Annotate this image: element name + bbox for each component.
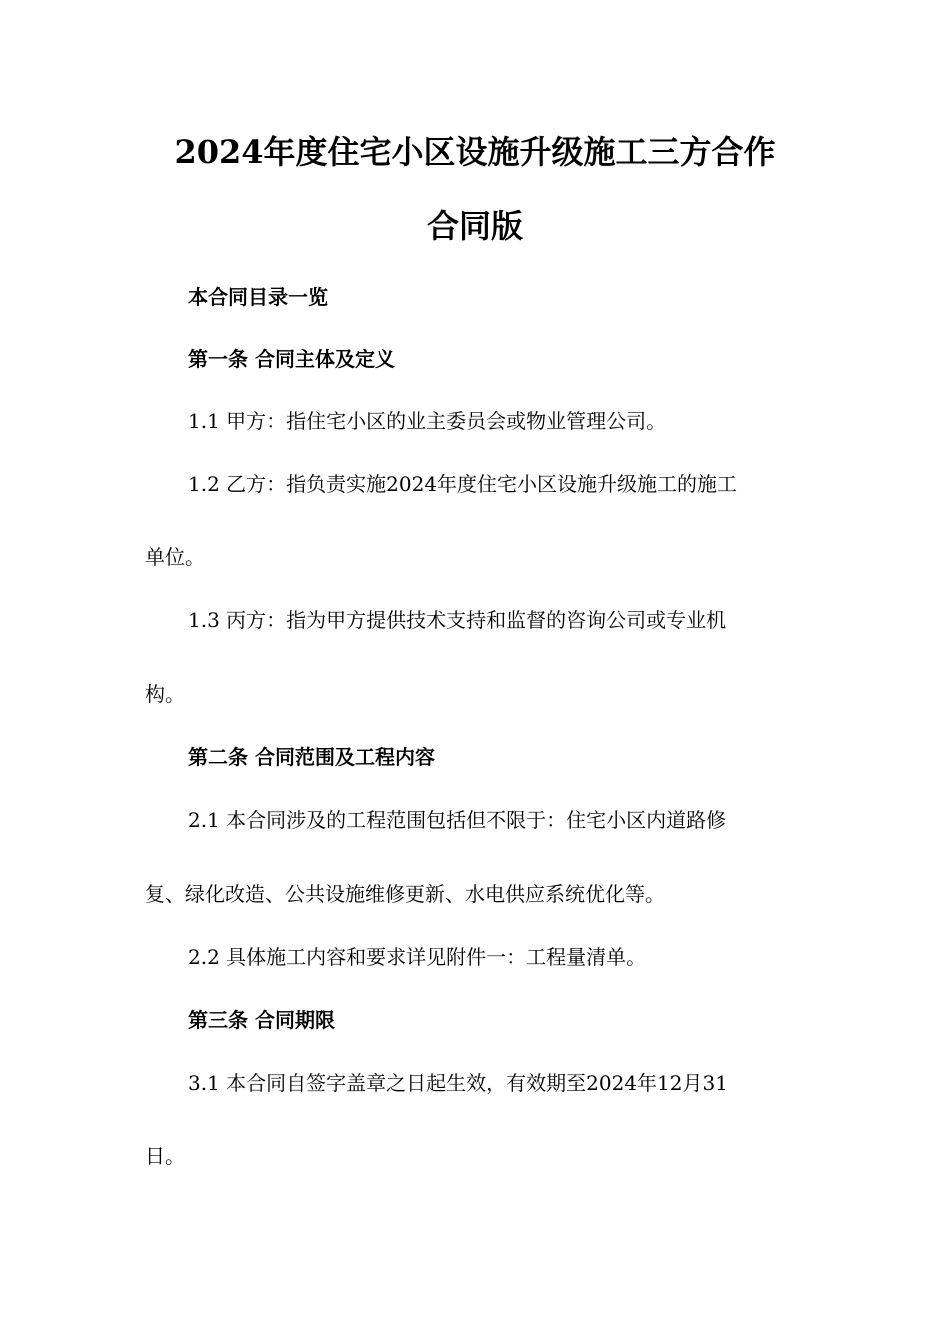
clause-1-3-continuation: 构。 xyxy=(145,682,185,706)
section-heading: 第三条 合同期限 xyxy=(188,1008,335,1032)
clause-1-1: 1.1 甲方：指住宅小区的业主委员会或物业管理公司。 xyxy=(188,409,667,433)
clause-2-2: 2.2 具体施工内容和要求详见附件一：工程量清单。 xyxy=(188,945,647,969)
clause-2-1: 2.1 本合同涉及的工程范围包括但不限于：住宅小区内道路修 xyxy=(188,808,727,832)
document-title-line-1: 2024年度住宅小区设施升级施工三方合作 xyxy=(174,133,776,171)
clause-3-1-continuation: 日。 xyxy=(145,1144,185,1168)
section-heading: 第一条 合同主体及定义 xyxy=(188,347,395,371)
clause-3-1: 3.1 本合同自签字盖章之日起生效，有效期至2024年12月31 xyxy=(188,1071,728,1095)
clause-1-3: 1.3 丙方：指为甲方提供技术支持和监督的咨询公司或专业机 xyxy=(188,608,727,632)
clause-1-2-continuation: 单位。 xyxy=(145,545,205,569)
clause-1-2: 1.2 乙方：指负责实施2024年度住宅小区设施升级施工的施工 xyxy=(188,472,738,496)
clause-2-1-continuation: 复、绿化改造、公共设施维修更新、水电供应系统优化等。 xyxy=(145,882,665,906)
section-heading: 第二条 合同范围及工程内容 xyxy=(188,745,435,769)
document-title-line-2: 合同版 xyxy=(426,207,523,245)
toc-heading: 本合同目录一览 xyxy=(188,285,328,309)
